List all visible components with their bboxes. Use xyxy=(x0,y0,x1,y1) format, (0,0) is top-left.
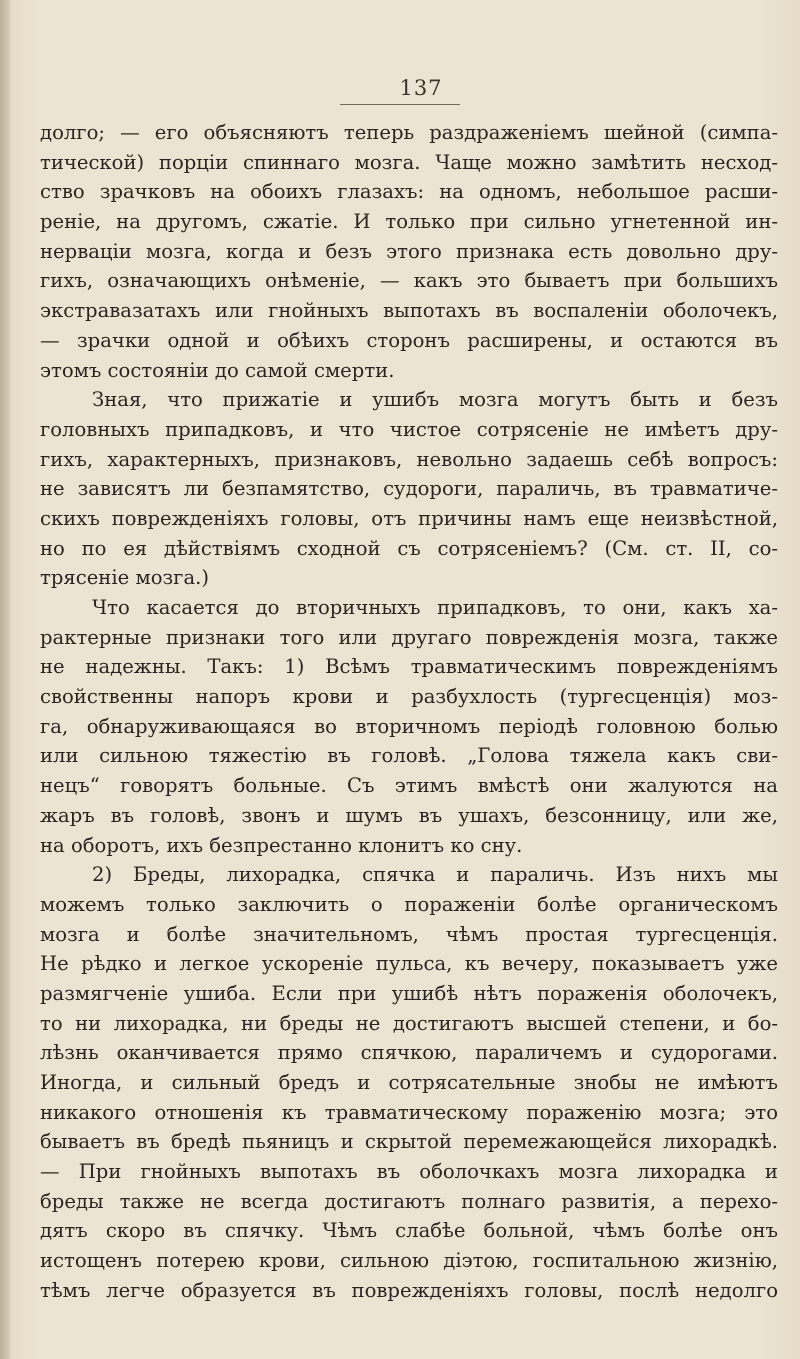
page-number: 137 xyxy=(399,76,443,100)
text-line: Что касается до вторичныхъ припадковъ, то они, какъ ха- xyxy=(92,596,778,619)
text-line: Иногда, и сильный бредъ и сотрясательные знобы не имѣютъ xyxy=(40,1071,778,1094)
page-number-rule xyxy=(340,104,460,105)
text-line: жаръ въ головѣ, звонъ и шумъ въ ушахъ, безсонницу, или же, xyxy=(40,803,778,827)
text-line: тической) порціи спиннаго мозга. Чаще можно замѣтить несход- xyxy=(40,150,778,174)
binding-edge xyxy=(0,0,10,1359)
text-line: или сильною тяжестію въ головѣ. „Голова тяжела какъ сви- xyxy=(40,744,778,768)
text-line: мозга и болѣе значительномъ, чѣмъ простая тургесценція. xyxy=(40,922,778,946)
text-line: — При гнойныхъ выпотахъ въ оболочкахъ мозга лихорадка и xyxy=(40,1160,778,1184)
text-line: трясеніе мозга.) xyxy=(40,566,210,590)
text-line: то ни лихорадка, ни бреды не достигаютъ высшей степени, и бо- xyxy=(40,1011,778,1035)
text-line: бываетъ въ бредѣ пьяницъ и скрытой перемежающейся лихорадкѣ. xyxy=(40,1130,778,1154)
text-line: не зависятъ ли безпамятство, судороги, параличь, въ травматиче- xyxy=(40,477,778,501)
text-line: не надежны. Такъ: 1) Всѣмъ травматическимъ поврежденіямъ xyxy=(40,655,778,679)
text-line: гихъ, означающихъ онѣменіе, — какъ это бываетъ при большихъ xyxy=(40,269,778,293)
text-line: скихъ поврежденіяхъ головы, отъ причины намъ еще неизвѣстной, xyxy=(40,506,778,530)
text-line: дятъ скоро въ спячку. Чѣмъ слабѣе больной, чѣмъ болѣе онъ xyxy=(40,1219,778,1243)
text-line: Зная, что прижатіе и ушибъ мозга могутъ быть и безъ xyxy=(92,388,778,412)
text-line: свойственны напоръ крови и разбухлость (тургесценція) моз- xyxy=(40,685,778,709)
text-line: истощенъ потерею крови, сильною діэтою, госпитальною жизнію, xyxy=(40,1249,778,1273)
text-line: можемъ только заключить о пораженіи болѣе органическомъ xyxy=(40,892,778,916)
text-line: ство зрачковъ на обоихъ глазахъ: на одномъ, небольшое расши- xyxy=(40,180,778,204)
text-line: реніе, на другомъ, сжатіе. И только при сильно угнетенной ин- xyxy=(40,210,778,234)
body-text xyxy=(40,118,778,1306)
text-line: но по ея дѣйствіямъ сходной съ сотрясеніемъ? (См. ст. II, со- xyxy=(40,536,778,560)
text-line: нерваціи мозга, когда и безъ этого признака есть довольно дру- xyxy=(40,239,778,263)
text-line: рактерные признаки того или другаго поврежденія мозга, также xyxy=(40,625,778,649)
text-line: лѣзнь оканчивается прямо спячкою, параличемъ и судорогами. xyxy=(40,1041,778,1065)
text-line: нецъ“ говорятъ больные. Съ этимъ вмѣстѣ они жалуются на xyxy=(40,774,778,798)
text-line: га, обнаруживающаяся во вторичномъ періодѣ головною болью xyxy=(40,714,778,738)
text-line: Не рѣдко и легкое ускореніе пульса, къ вечеру, показываетъ уже xyxy=(40,952,778,976)
text-line: размягченіе ушиба. Если при ушибѣ нѣтъ пораженія оболочекъ, xyxy=(40,981,778,1005)
text-line: бреды также не всегда достигаютъ полнаго развитія, а перехо- xyxy=(40,1189,778,1213)
text-line: этомъ состояніи до самой смерти. xyxy=(40,358,395,382)
text-line: тѣмъ легче образуется въ поврежденіяхъ головы, послѣ недолго xyxy=(40,1278,778,1302)
text-line: — зрачки одной и обѣихъ сторонъ расширены, и остаются въ xyxy=(40,328,778,352)
text-line: гихъ, характерныхъ, признаковъ, невольно задаешь себѣ вопросъ: xyxy=(40,447,778,471)
text-line: никакого отношенія къ травматическому пораженію мозга; это xyxy=(40,1100,778,1124)
text-line: головныхъ припадковъ, и что чистое сотрясеніе не имѣетъ дру- xyxy=(40,417,778,441)
text-line: экстравазатахъ или гнойныхъ выпотахъ въ воспаленіи оболочекъ, xyxy=(40,299,778,323)
text-line: 2) Бреды, лихорадка, спячка и параличь. Изъ нихъ мы xyxy=(92,863,778,887)
text-line: долго; — его объясняютъ теперь раздраженіемъ шейной (симпа- xyxy=(40,121,778,144)
text-line: на оборотъ, ихъ безпрестанно клонитъ ко сну. xyxy=(40,833,523,857)
